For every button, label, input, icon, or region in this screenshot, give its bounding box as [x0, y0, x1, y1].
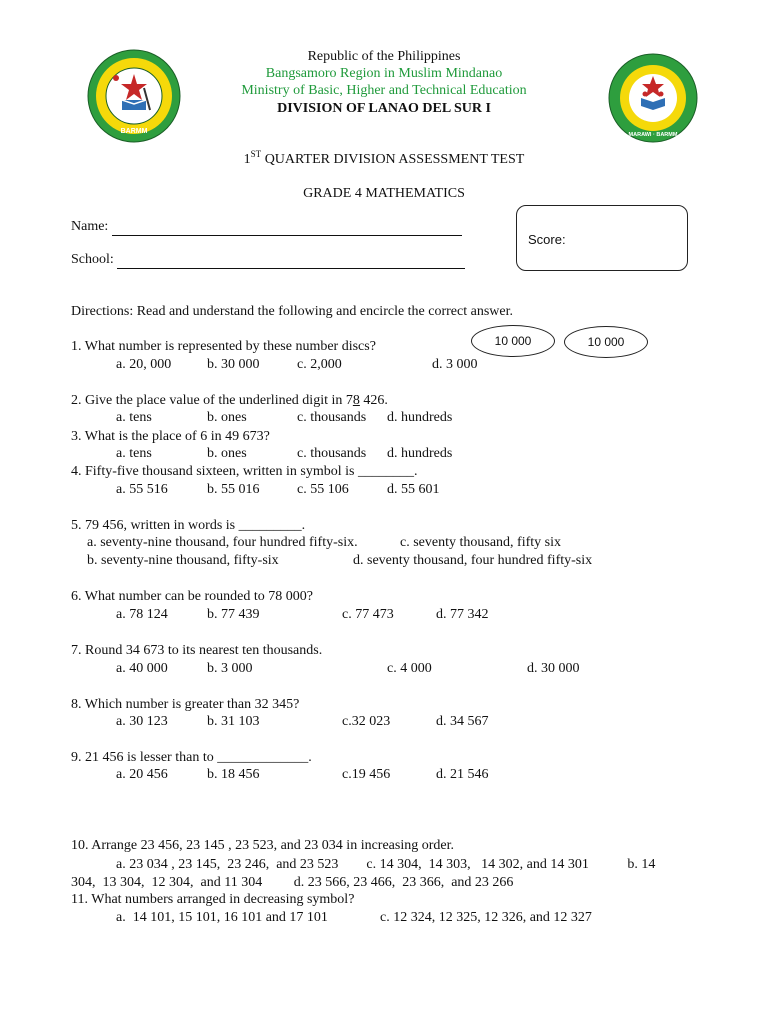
- q2-text: 2. Give the place value of the underlined digit in 7: [71, 393, 353, 408]
- q5-option-c[interactable]: c. seventy thousand, fifty six: [400, 535, 561, 550]
- q10-options-line-1[interactable]: a. 23 034 , 23 145, 23 246, and 23 523 c. 14 304, 14 303, 14 302, and 14 301 b. 14: [116, 857, 656, 872]
- q8-option-c[interactable]: c.32 023: [342, 714, 391, 729]
- test-title-sup: ST: [250, 149, 262, 159]
- question-3: 3. What is the place of 6 in 49 673?: [71, 429, 270, 444]
- q6-option-b[interactable]: b. 77 439: [207, 607, 260, 622]
- q4-option-d[interactable]: d. 55 601: [387, 482, 440, 497]
- school-field[interactable]: [71, 252, 465, 269]
- q5-option-a[interactable]: a. seventy-nine thousand, four hundred fifty-six.: [87, 535, 358, 550]
- question-6: 6. What number can be rounded to 78 000?: [71, 589, 313, 604]
- q10-options-line-2[interactable]: 304, 13 304, 12 304, and 11 304 d. 23 566, 23 466, 23 366, and 23 266: [71, 875, 514, 890]
- q6-option-a[interactable]: a. 78 124: [116, 607, 168, 622]
- header-division: DIVISION OF LANAO DEL SUR I: [277, 101, 491, 116]
- q7-option-c[interactable]: c. 4 000: [387, 661, 432, 676]
- q3-option-c[interactable]: c. thousands: [297, 446, 367, 461]
- q2-option-a[interactable]: a. tens: [116, 410, 152, 425]
- q1-option-d[interactable]: d. 3 000: [432, 357, 478, 372]
- test-title-rest: QUARTER DIVISION ASSESSMENT TEST: [261, 152, 525, 167]
- school-line[interactable]: [117, 254, 465, 269]
- q9-option-a[interactable]: a. 20 456: [116, 767, 168, 782]
- q1-option-c[interactable]: c. 2,000: [297, 357, 342, 372]
- q7-option-b[interactable]: b. 3 000: [207, 661, 253, 676]
- name-field[interactable]: [71, 219, 462, 236]
- directions: Directions: Read and understand the following and encircle the correct answer.: [71, 304, 514, 319]
- barmm-label: BARMM: [120, 128, 148, 135]
- q9-option-b[interactable]: b. 18 456: [207, 767, 260, 782]
- number-disc-2: 10 000: [564, 326, 648, 358]
- question-7: 7. Round 34 673 to its nearest ten thousands.: [71, 643, 323, 658]
- q3-option-b[interactable]: b. ones: [207, 446, 247, 461]
- question-5: 5. 79 456, written in words is _________.: [71, 518, 306, 533]
- question-1: 1. What number is represented by these number discs?: [71, 339, 376, 354]
- name-label: Name:: [71, 219, 109, 234]
- test-title-num: 1: [243, 152, 251, 167]
- q1-option-b[interactable]: b. 30 000: [207, 357, 260, 372]
- division-seal-bottom-label: MARAWI · BARMM: [628, 132, 678, 138]
- q7-option-a[interactable]: a. 40 000: [116, 661, 168, 676]
- q9-option-d[interactable]: d. 21 546: [436, 767, 489, 782]
- q2-underlined-digit: 8: [352, 393, 360, 408]
- question-11: 11. What numbers arranged in decreasing symbol?: [71, 892, 355, 907]
- q7-option-d[interactable]: d. 30 000: [527, 661, 580, 676]
- number-disc-1: 10 000: [471, 325, 555, 357]
- q8-option-a[interactable]: a. 30 123: [116, 714, 168, 729]
- q6-option-c[interactable]: c. 77 473: [342, 607, 394, 622]
- q8-option-d[interactable]: d. 34 567: [436, 714, 489, 729]
- question-10: 10. Arrange 23 456, 23 145 , 23 523, and 23 034 in increasing order.: [71, 838, 454, 853]
- question-9: 9. 21 456 is lesser than to _____________.: [71, 750, 312, 765]
- q2-option-c[interactable]: c. thousands: [297, 410, 367, 425]
- q4-option-b[interactable]: b. 55 016: [207, 482, 260, 497]
- q11-option-c[interactable]: c. 12 324, 12 325, 12 326, and 12 327: [380, 910, 592, 925]
- name-line[interactable]: [112, 221, 462, 236]
- q2-option-b[interactable]: b. ones: [207, 410, 247, 425]
- q5-option-d[interactable]: d. seventy thousand, four hundred fifty-six: [353, 553, 593, 568]
- header-ministry: Ministry of Basic, Higher and Technical Education: [241, 83, 527, 98]
- q4-option-c[interactable]: c. 55 106: [297, 482, 349, 497]
- question-4: 4. Fifty-five thousand sixteen, written in symbol is ________.: [71, 464, 418, 479]
- question-2: [71, 393, 388, 410]
- q2-option-d[interactable]: d. hundreds: [387, 410, 453, 425]
- q1-option-a[interactable]: a. 20, 000: [116, 357, 172, 372]
- q8-option-b[interactable]: b. 31 103: [207, 714, 260, 729]
- q5-option-b[interactable]: b. seventy-nine thousand, fifty-six: [87, 553, 279, 568]
- school-label: School:: [71, 252, 114, 267]
- q3-option-a[interactable]: a. tens: [116, 446, 152, 461]
- score-label: Score:: [528, 232, 566, 247]
- question-8: 8. Which number is greater than 32 345?: [71, 697, 300, 712]
- test-title: [0, 149, 768, 169]
- q2-text-end: 426.: [359, 393, 388, 408]
- q9-option-c[interactable]: c.19 456: [342, 767, 391, 782]
- q4-option-a[interactable]: a. 55 516: [116, 482, 168, 497]
- q6-option-d[interactable]: d. 77 342: [436, 607, 489, 622]
- subject-title: GRADE 4 MATHEMATICS: [303, 186, 465, 201]
- q11-option-a[interactable]: a. 14 101, 15 101, 16 101 and 17 101: [116, 910, 328, 925]
- header-republic: Republic of the Philippines: [307, 49, 461, 64]
- q3-option-d[interactable]: d. hundreds: [387, 446, 453, 461]
- header-region: Bangsamoro Region in Muslim Mindanao: [265, 66, 503, 81]
